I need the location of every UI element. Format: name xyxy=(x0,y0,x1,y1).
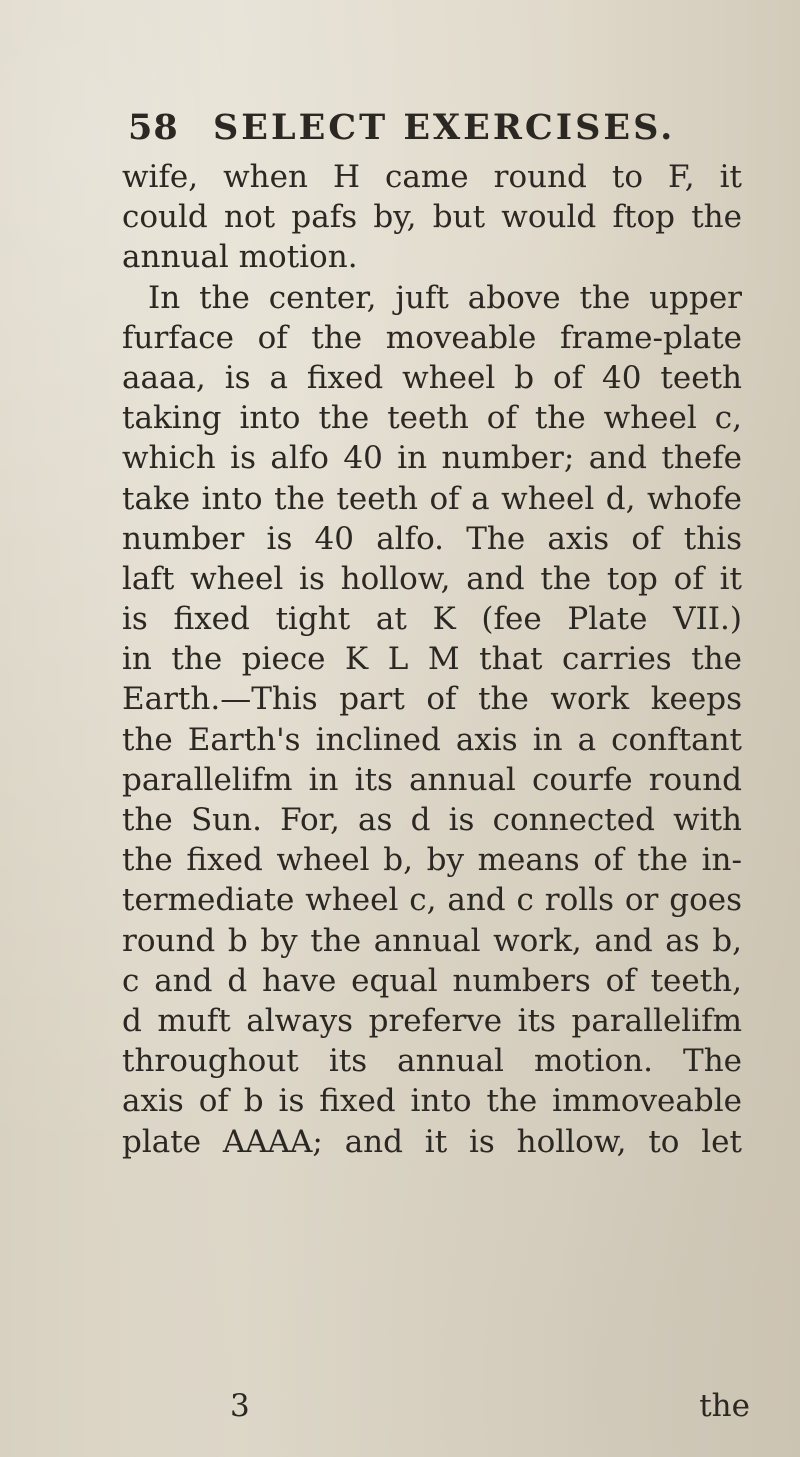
text-line: c and d have equal numbers of teeth, xyxy=(122,962,742,999)
catchword: the xyxy=(699,1388,750,1424)
page-number: 58 xyxy=(128,107,179,148)
text-line: In the center, juft above the upper xyxy=(148,279,742,316)
body-text xyxy=(122,157,742,1162)
text-line: could not pafs by, but would ftop the xyxy=(122,199,742,236)
text-line: d muft always preferve its parallelifm xyxy=(122,1002,742,1039)
text-line: is fixed tight at K (fee Plate VII.) xyxy=(122,601,742,638)
signature-mark: 3 xyxy=(230,1388,250,1424)
text-line: take into the teeth of a wheel d, whofe xyxy=(122,480,742,517)
text-line: termediate wheel c, and c rolls or goes xyxy=(122,882,742,919)
text-line: the Earth's inclined axis in a conftant xyxy=(122,721,742,758)
text-line: round b by the annual work, and as b, xyxy=(122,922,742,959)
text-line: axis of b is fixed into the immoveable xyxy=(122,1083,742,1120)
text-line: furface of the moveable frame-plate xyxy=(122,319,742,356)
text-line: annual motion. xyxy=(122,239,358,276)
text-line: wife, when H came round to F, it xyxy=(122,159,742,195)
text-line: aaaa, is a fixed wheel b of 40 teeth xyxy=(122,359,742,396)
text-line: parallelifm in its annual courfe round xyxy=(122,761,742,798)
text-line: the fixed wheel b, by means of the in- xyxy=(122,842,742,879)
text-line: the Sun. For, as d is connected with xyxy=(122,802,742,838)
page-footer xyxy=(230,1388,750,1428)
running-head: SELECT EXERCISES. xyxy=(213,107,676,148)
text-line: throughout its annual motion. The xyxy=(122,1043,742,1080)
text-line: taking into the teeth of the wheel c, xyxy=(122,400,742,437)
text-line: number is 40 alfo. The axis of this xyxy=(122,520,742,557)
text-line: plate AAAA; and it is hollow, to let xyxy=(122,1123,742,1160)
text-line: laft wheel is hollow, and the top of it xyxy=(122,560,742,597)
page-header xyxy=(128,107,728,157)
text-line: Earth.—This part of the work keeps xyxy=(122,681,742,718)
text-line: which is alfo 40 in number; and thefe xyxy=(122,440,742,477)
text-line: in the piece K L M that carries the xyxy=(122,641,742,678)
